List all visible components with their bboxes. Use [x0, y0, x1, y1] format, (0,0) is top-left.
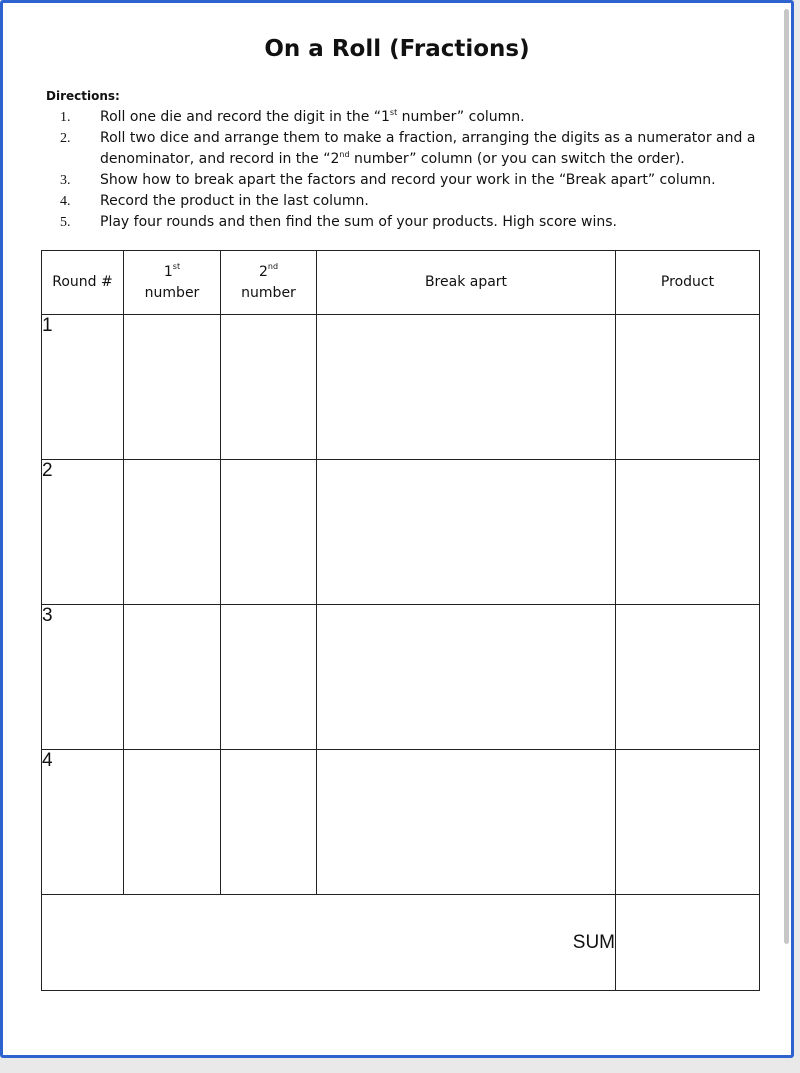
round-number: 1 [42, 315, 124, 460]
product-cell [616, 605, 760, 750]
break-apart-header: Break apart [317, 251, 616, 315]
product-cell [616, 315, 760, 460]
second-number-cell [221, 315, 317, 460]
scrollbar[interactable] [784, 9, 789, 944]
second-number-cell [221, 605, 317, 750]
table-row [42, 315, 760, 460]
directions-label: Directions: [46, 89, 120, 103]
direction-number: 5. [60, 215, 71, 230]
table-row [42, 460, 760, 605]
round-header: Round # [42, 251, 124, 315]
header-row [42, 251, 760, 315]
direction-number: 3. [60, 173, 71, 188]
direction-item: 3. Show how to break apart the factors and record your work in the “Break apart” column. [46, 170, 781, 191]
product-cell [616, 750, 760, 895]
direction-number: 2. [60, 131, 71, 146]
direction-item: 5. Play four rounds and then find the sum of your products. High score wins. [46, 212, 781, 233]
score-table [41, 250, 760, 991]
sum-cell [616, 895, 760, 991]
direction-number: 1. [60, 110, 71, 125]
break-apart-cell [317, 460, 616, 605]
first-number-cell [124, 460, 221, 605]
first-number-header: 1st number [124, 251, 221, 315]
break-apart-cell [317, 605, 616, 750]
worksheet-page [3, 3, 791, 1055]
table-row [42, 750, 760, 895]
direction-item: 4. Record the product in the last column. [46, 191, 781, 212]
break-apart-cell [317, 750, 616, 895]
second-number-cell [221, 750, 317, 895]
round-number: 3 [42, 605, 124, 750]
direction-item: 2. Roll two dice and arrange them to make a fraction, arranging the digits as a numerator and a denominator, and record in the “2nd number” column (or you can switch the order). [60, 130, 756, 167]
break-apart-cell [317, 315, 616, 460]
direction-item: 1. Roll one die and record the digit in the “1st number” column. [46, 107, 781, 128]
second-number-cell [221, 460, 317, 605]
round-number: 2 [42, 460, 124, 605]
second-number-header: 2nd number [221, 251, 317, 315]
direction-number: 4. [60, 194, 71, 209]
product-cell [616, 460, 760, 605]
first-number-cell [124, 605, 221, 750]
first-number-cell [124, 750, 221, 895]
directions-list [46, 107, 781, 233]
round-number: 4 [42, 750, 124, 895]
worksheet-title: On a Roll (Fractions) [264, 36, 530, 62]
sum-row [42, 895, 760, 991]
sum-label: SUM [42, 895, 616, 991]
first-number-cell [124, 315, 221, 460]
table-row [42, 605, 760, 750]
product-header: Product [616, 251, 760, 315]
